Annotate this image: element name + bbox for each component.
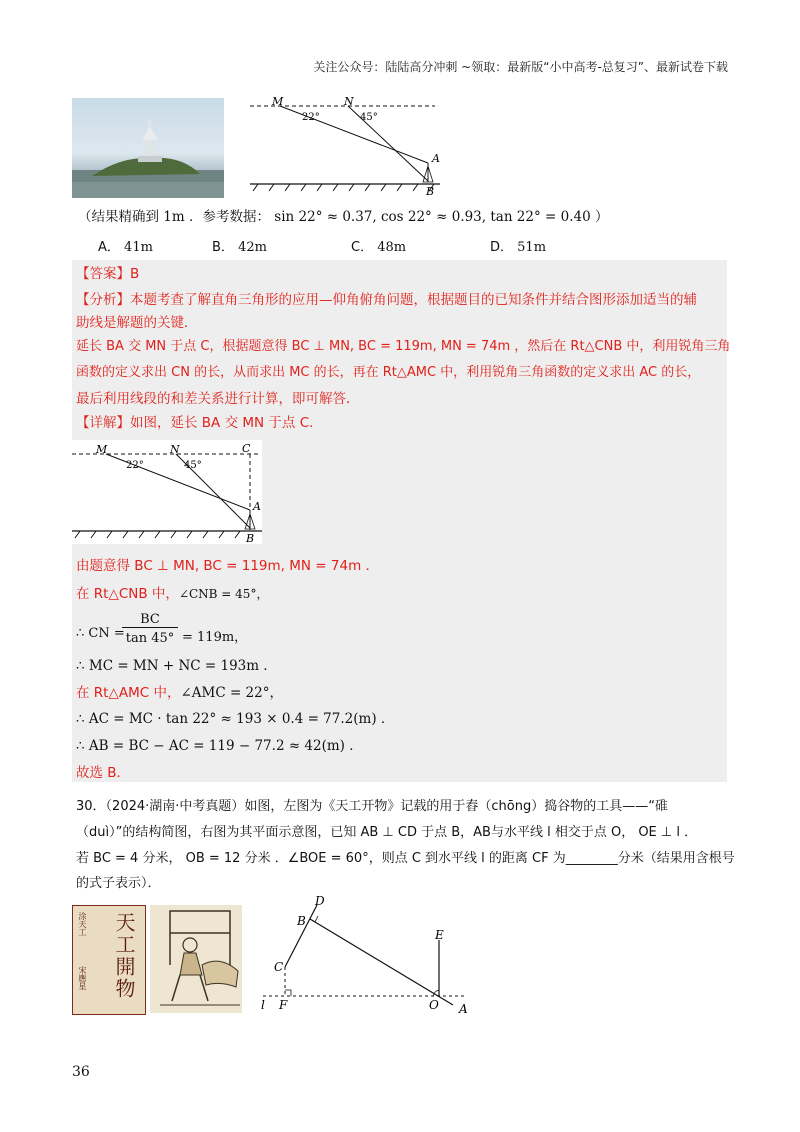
- option-d: D． 51m: [490, 240, 547, 255]
- q30-label-e: E: [435, 928, 444, 942]
- q30-label-c: C: [274, 960, 284, 974]
- analysis-line-3: 延长 BA 交 MN 于点 C，根据题意得 BC ⊥ MN, BC = 119m, MN = 74m ，然后在 Rt△CNB 中，利用锐角三角: [76, 339, 731, 354]
- step-5-math: ∠AMC = 22°，: [180, 685, 283, 701]
- q30-label-l: l: [261, 998, 265, 1012]
- q30-label-d: D: [315, 895, 325, 908]
- q30-line-1: 30．（2024·湖南·中考真题）如图，左图为《天工开物》记载的用于舂（chōng）捣谷物的工具——“碓: [76, 799, 668, 814]
- q30-label-a: A: [459, 1002, 468, 1015]
- step-2-math: ∠CNB = 45°，: [178, 587, 269, 601]
- step-3-numerator: BC: [122, 612, 178, 628]
- step-7: ∴ AB = BC − AC = 119 − 77.2 ≈ 42(m) ．: [76, 738, 363, 754]
- step-5-prefix: 在 Rt△AMC 中，: [76, 685, 181, 701]
- label-a: A: [432, 152, 440, 165]
- analysis-line-4: 函数的定义求出 CN 的长，从而求出 MC 的长，再在 Rt△AMC 中，利用锐角三角函数的定义求出 AC 的长，: [76, 365, 701, 380]
- step-2-prefix: 在 Rt△CNB 中，: [76, 586, 179, 602]
- step-3-denominator: tan 45°: [125, 631, 175, 646]
- ref-middle: ．参考数据：: [188, 209, 270, 225]
- step-1: 由题意得 BC ⊥ MN, BC = 119m, MN = 74m ．: [76, 558, 380, 574]
- option-b: B． 42m: [212, 240, 267, 255]
- page-header: 关注公众号：陆陆高分冲刺 ~领取：最新版“小中高考-总复习”、最新试卷下载: [313, 60, 728, 74]
- page-number: 36: [72, 1064, 90, 1080]
- step-5: [76, 683, 283, 703]
- label-m: M: [272, 96, 284, 108]
- ref-unit: 1m: [163, 209, 185, 225]
- q30-line-4: 的式子表示）．: [76, 876, 161, 891]
- pestle-sketch-illustration: [150, 905, 242, 1013]
- sol-label-n: N: [170, 443, 180, 456]
- step-6: ∴ AC = MC · tan 22° ≈ 193 × 0.4 = 77.2(m) ．: [76, 711, 395, 727]
- q30-geometry-figure: [255, 895, 475, 1015]
- book-small-2: 宋應星: [78, 966, 87, 990]
- step-3-lhs: ∴ CN =: [76, 626, 125, 641]
- label-b: B: [426, 185, 435, 196]
- ref-suffix: ）: [594, 209, 609, 225]
- sol-label-m: M: [96, 443, 108, 456]
- book-title: 天工開物: [112, 912, 136, 1000]
- angle-22-label: 22°: [302, 112, 320, 123]
- sol-label-b: B: [246, 532, 255, 544]
- sol-label-c: C: [242, 442, 251, 455]
- q30-label-f: F: [279, 998, 288, 1012]
- ref-prefix: （结果精确到: [78, 209, 159, 225]
- step-2: [76, 584, 268, 604]
- step-3-rhs: = 119m，: [182, 630, 248, 645]
- label-n: N: [344, 96, 354, 108]
- option-a: A． 41m: [98, 240, 153, 255]
- sol-angle-45: 45°: [184, 460, 202, 471]
- q30-label-o: O: [429, 998, 439, 1012]
- pestle-sketch-drawing: [150, 905, 242, 1013]
- q30-line-2: （duì）”的结构简图，右图为其平面示意图，已知 AB ⊥ CD 于点 B，AB与水平线 l 相交于点 O， OE ⊥ l ．: [76, 825, 698, 840]
- step-4: ∴ MC = MN + NC = 193m ．: [76, 658, 277, 674]
- detail-line: 【详解】如图，延长 BA 交 MN 于点 C．: [76, 415, 323, 431]
- analysis-line-1: 【分析】本题考查了解直角三角形的应用—仰角俯角问题，根据题目的已知条件并结合图形添加适当的辅: [76, 292, 697, 308]
- conclusion: 故选 B．: [76, 765, 131, 781]
- pagoda-photo: [72, 98, 224, 198]
- angle-45-label: 45°: [360, 112, 378, 123]
- tiangong-kaiwu-book-cover: [72, 905, 146, 1015]
- q30-line-3: 若 BC = 4 分米， OB = 12 分米 ．∠BOE = 60°，则点 C 到水平线 l 的距离 CF 为________分米（结果用含根号: [76, 851, 735, 866]
- sol-label-a: A: [253, 500, 261, 513]
- pagoda-photo-drawing: [72, 98, 224, 198]
- analysis-line-5: 最后利用线段的和差关系进行计算，即可解答．: [76, 391, 360, 407]
- top-geometry-figure: [250, 96, 440, 196]
- solution-geometry-figure: [72, 440, 262, 544]
- book-small-1: 涂天工: [78, 912, 87, 936]
- ref-data: sin 22° ≈ 0.37, cos 22° ≈ 0.93, tan 22° = 0.40: [274, 209, 591, 225]
- sol-angle-22: 22°: [126, 460, 144, 471]
- q30-label-b: B: [297, 914, 306, 928]
- analysis-line-2: 助线是解题的关键．: [76, 315, 198, 331]
- answer-line: 【答案】B: [76, 266, 140, 282]
- option-c: C． 48m: [351, 240, 407, 255]
- question-reference-data: [78, 207, 608, 227]
